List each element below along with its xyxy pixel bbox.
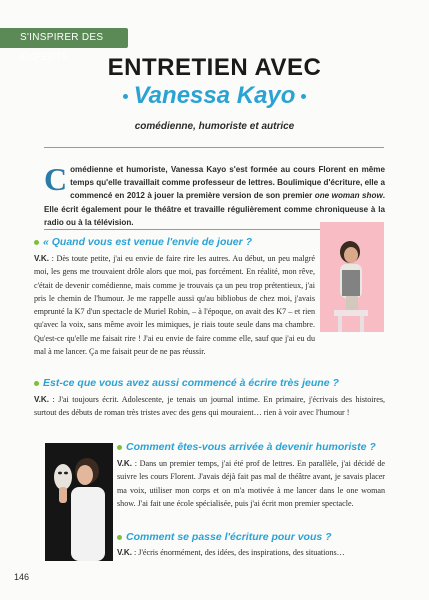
bullet-icon (34, 240, 39, 245)
answer-1-part1: V.K. : Dès toute petite, j'ai eu envie de faire rire les autres. Au début, un peu malgré moi, les gens me trouvaient drôle alors que moi, pas forcément. En réalité, mon rêve, c'était de devenir comédienne, mais comme je trouvais ça un peu trop prétentieux, j'ai pris le chemin de l'humour. Je me rappelle aussi qu'au bibliobus de chez moi, j'avais emprunté la K7 d'un spectacle de Muriel Robin, – à l'époque, on avait des K7 – et rien qu'avec la voix, sans même avoir les mimiques, je riais toute seule dans ma chambre. Qu'est-ce qu'elle me faisait rire ! J'ai eu envie de faire comme elle, sauf que j'ai eu du mal à me lancer. Ça me faisait peur de ne pas réussir. (34, 254, 315, 357)
photo-vanessa-seated (320, 222, 384, 332)
question-1: « Quand vous est venue l'envie de jouer ? (34, 236, 252, 248)
bullet-icon (117, 445, 122, 450)
photo-vanessa-mask (45, 443, 113, 561)
bullet-icon (34, 381, 39, 386)
question-4: Comment se passe l'écriture pour vous ? (117, 531, 332, 543)
answer-4: V.K. : J'écris énormément, des idées, des inspirations, des situations… (117, 548, 345, 557)
dropcap: C (44, 161, 68, 197)
decorative-dot-left (123, 94, 128, 99)
question-3: Comment êtes-vous arrivée à devenir humoriste ? (117, 441, 376, 453)
section-tab: S'INSPIRER DES EXPERTS (0, 28, 128, 48)
answer-3: V.K. : Dans un premier temps, j'ai été prof de lettres. En parallèle, j'ai décidé de suivre les cours Florent. J'avais déjà fait pas mal de théâtre avant, je savais placer ma voix, utiliser mon corps et on m'a motivée à me lancer dans le one woman show. J'ai fait une école spécialisée, puis j'ai écrit mon premier spectacle. (117, 459, 385, 508)
decorative-dot-right (301, 94, 306, 99)
bullet-icon (117, 535, 122, 540)
interviewee-name: Vanessa Kayo (133, 82, 296, 109)
intro-text: omédienne et humoriste, Vanessa Kayo s'est formée au cours Florent en même temps qu'elle travaillait comme professeur de lettres. Boulimique d'écriture, elle a commencé en 2012 à jouer la première version de son premier (70, 165, 385, 201)
intro-paragraph (44, 163, 385, 229)
question-2: Est-ce que vous avez aussi commencé à écrire très jeune ? (34, 377, 339, 389)
interviewee-name-row (0, 82, 429, 110)
page-number: 146 (14, 572, 30, 582)
page-subtitle: comédienne, humoriste et autrice (134, 121, 295, 132)
page-title: ENTRETIEN AVEC (107, 54, 322, 81)
intro-text-end: . Elle écrit également pour le théâtre et travaille régulièrement comme chroniqueuse à la radio ou à la télévision. (44, 191, 385, 227)
answer-2: V.K. : J'ai toujours écrit. Adolescente, je tenais un journal intime. En primaire, j'écrivais des histoires, surtout des débuts de roman très tristes avec des gens qui mouraient… rien à voir avec l'humour ! (34, 395, 385, 418)
intro-text-italic: one woman show (314, 191, 383, 201)
divider-top (44, 147, 384, 148)
